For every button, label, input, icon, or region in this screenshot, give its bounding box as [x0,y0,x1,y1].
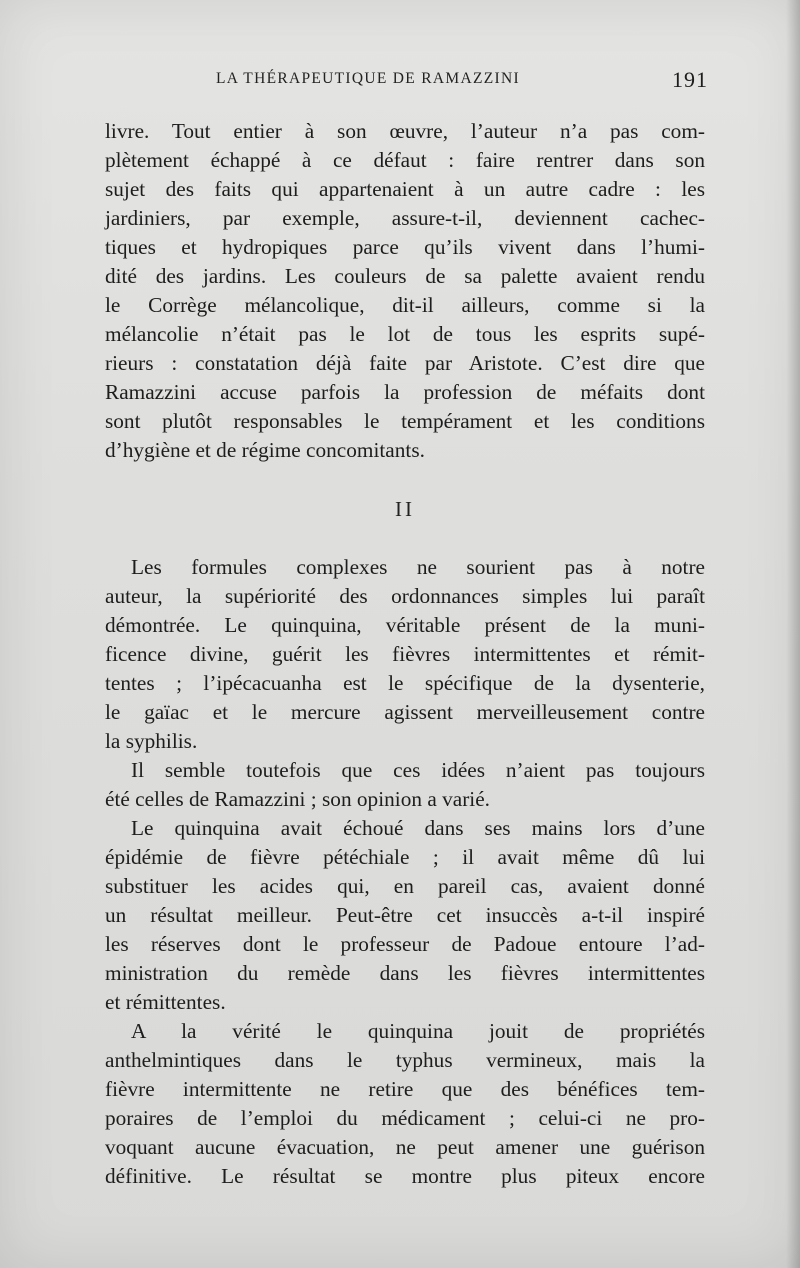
text-line: mélancolie n’était pas le lot de tous les esprits supé- [105,322,705,346]
text-line: ficence divine, guérit les fièvres intermittentes et rémit- [105,642,705,666]
text-line: auteur, la supériorité des ordonnances simples lui paraît [105,584,705,608]
text-line: définitive. Le résultat se montre plus piteux encore [105,1164,705,1188]
text-line: épidémie de fièvre pétéchiale ; il avait même dû lui [105,845,705,869]
text-line: la syphilis. [105,729,198,753]
paragraph-4 [105,814,705,1017]
running-head [160,67,708,97]
text-line: été celles de Ramazzini ; son opinion a varié. [105,787,490,811]
text-line: ministration du remède dans les fièvres intermittentes [105,961,705,985]
text-line: le gaïac et le mercure agissent merveilleusement contre [105,700,705,724]
text-line: démontrée. Le quinquina, véritable présent de la muni- [105,613,705,637]
text-line: et rémittentes. [105,990,226,1014]
text-line: tentes ; l’ipécacuanha est le spécifique de la dysenterie, [105,671,705,695]
text-line: un résultat meilleur. Peut-être cet insuccès a-t-il inspiré [105,903,705,927]
paragraph-1 [105,117,705,465]
text-line: le Corrège mélancolique, dit-il ailleurs, comme si la [105,293,705,317]
text-line: A la vérité le quinquina jouit de propriétés [131,1019,705,1043]
text-line: rieurs : constatation déjà faite par Aristote. C’est dire que [105,351,705,375]
paragraph-2 [105,553,705,756]
text-line: Ramazzini accuse parfois la profession de méfaits dont [105,380,705,404]
text-line: sujet des faits qui appartenaient à un autre cadre : les [105,177,705,201]
text-line: voquant aucune évacuation, ne peut amener une guérison [105,1135,705,1159]
text-line: d’hygiène et de régime concomitants. [105,438,425,462]
text-line: substituer les acides qui, en pareil cas, avaient donné [105,874,705,898]
text-line: Le quinquina avait échoué dans ses mains lors d’une [131,816,705,840]
text-line: anthelmintiques dans le typhus vermineux, mais la [105,1048,705,1072]
text-line: livre. Tout entier à son œuvre, l’auteur n’a pas com- [105,119,705,143]
body-text [105,117,705,1191]
page-number: 191 [672,67,708,92]
text-line: plètement échappé à ce défaut : faire rentrer dans son [105,148,705,172]
text-line: poraires de l’emploi du médicament ; celui-ci ne pro- [105,1106,705,1130]
running-title: LA THÉRAPEUTIQUE DE RAMAZZINI [216,70,520,87]
text-line: jardiniers, par exemple, assure-t-il, deviennent cachec- [105,206,705,230]
text-line: sont plutôt responsables le tempérament et les conditions [105,409,705,433]
section-heading: II [395,497,415,521]
paragraph-3 [105,756,705,814]
paragraph-5 [105,1017,705,1191]
text-line: Il semble toutefois que ces idées n’aient pas toujours [131,758,705,782]
text-line: les réserves dont le professeur de Padoue entoure l’ad- [105,932,705,956]
text-line: fièvre intermittente ne retire que des bénéfices tem- [105,1077,705,1101]
text-line: tiques et hydropiques parce qu’ils vivent dans l’humi- [105,235,705,259]
text-line: Les formules complexes ne sourient pas à notre [131,555,705,579]
text-line: dité des jardins. Les couleurs de sa palette avaient rendu [105,264,705,288]
